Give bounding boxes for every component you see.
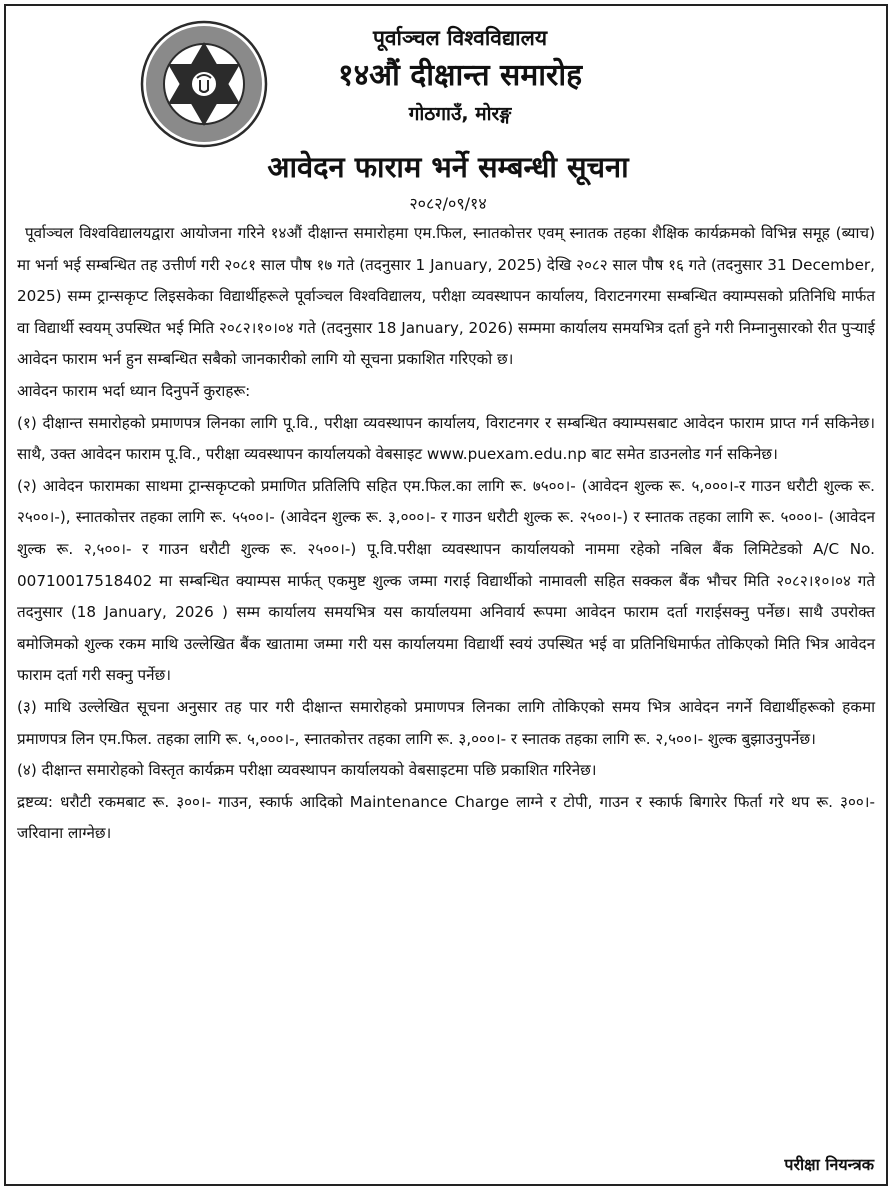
point-2: (२) आवेदन फारामका साथमा ट्रान्सकृप्टको प्रमाणित प्रतिलिपि सहित एम.फिल.का लागि रू. ७५००।- (आवेदन शुल्क रू. ५,०००।-र गाउन धरौटी शुल्क रू. २५००।-), स्नातकोत्तर तहका लागि रू. ५५००।- (आवेदन शुल्क रू. ३,०००।- र गाउन धरौटी शुल्क रू. २५००।-) र स्नातक तहका लागि रू. ५०००।- (आवेदन शुल्क रू. २,५००।- र गाउन धरौटी शुल्क रू. २५००।-) पू.वि.परीक्षा व्यवस्थापन कार्यालयको नाममा रहेको नबिल बैंक लिमिटेडको A/C No. 00710017518402 मा सम्बन्धित क्याम्पस मार्फत् एकमुष्ट शुल्क जम्मा गराई विद्यार्थीको नामावली सहित सक्कल बैंक भौचर मिति २०८२।१०।०४ गते तदनुसार (18 January, 2026 ) सम्म कार्यालय समयभित्र यस कार्यालयमा अनिवार्य रूपमा आवेदन फाराम दर्ता गराईसक्नु पर्नेछ। साथै उपरोक्त बमोजिमको शुल्क रकम माथि उल्लेखित बैंक खातामा जम्मा गरी यस कार्यालयमा विद्यार्थी स्वयं उपस्थित भई वा प्रतिनिधिमार्फत तोकिएको मिति भित्र आवेदन फाराम दर्ता गरी सक्नु पर्नेछ।	[17, 476, 875, 685]
convocation-title: १४औं दीक्षान्त समारोह	[337, 58, 583, 93]
document-header	[260, 22, 660, 130]
point-4: (४) दीक्षान्त समारोहको विस्तृत कार्यक्रम परीक्षा व्यवस्थापन कार्यालयको वेबसाइटमा पछि प्रकाशित गरिनेछ।	[17, 761, 597, 780]
point-1: (१) दीक्षान्त समारोहको प्रमाणपत्र लिनका लागि पू.वि., परीक्षा व्यवस्थापन कार्यालय, विराटनगर र सम्बन्धित क्याम्पसबाट आवेदन फाराम प्राप्त गर्न सकिनेछ। साथै, उक्त आवेदन फाराम पू.वि., परीक्षा व्यवस्थापन कार्यालयको वेबसाइट www.puexam.edu.np बाट समेत डाउनलोड गर्न सकिनेछ।	[17, 413, 875, 464]
venue: गोठगाउँ, मोरङ्ग	[408, 103, 512, 125]
point-3: (३) माथि उल्लेखित सूचना अनुसार तह पार गरी दीक्षान्त समारोहको प्रमाणपत्र लिनका लागि तोकिएको समय भित्र आवेदन नगर्ने विद्यार्थीहरूको हकमा प्रमाणपत्र लिन एम.फिल. तहका लागि रू. ५,०००।-, स्नातकोत्तर तहका लागि रू. ३,०००।- र स्नातक तहका लागि रू. २,५००।- शुल्क बुझाउनुपर्नेछ।	[17, 697, 875, 748]
notice-title: आवेदन फाराम भर्ने सम्बन्धी सूचना	[267, 150, 629, 184]
notice-body	[17, 218, 875, 850]
note-paragraph: द्रष्टव्य: धरौटी रकमबाट रू. ३००।- गाउन, स्कार्फ आदिको Maintenance Charge लाग्ने र टोपी, गाउन र स्कार्फ बिगारेर फिर्ता गरे थप रू. ३००।- जरिवाना लाग्नेछ।	[17, 792, 875, 843]
university-seal-logo	[140, 20, 268, 148]
intro-paragraph: पूर्वाञ्चल विश्वविद्यालयद्वारा आयोजना गरिने १४औं दीक्षान्त समारोहमा एम.फिल, स्नातकोत्तर एवम् स्नातक तहका शैक्षिक कार्यक्रमको विभिन्न समूह (ब्याच) मा भर्ना भई सम्बन्धित तह उत्तीर्ण गरी २०८१ साल पौष १७ गते (तदनुसार 1 January, 2025) देखि २०८२ साल पौष १६ गते (तदनुसार 31 December, 2025) सम्म ट्रान्सकृप्ट लिइसकेका विद्यार्थीहरूले पूर्वाञ्चल विश्वविद्यालय, परीक्षा व्यवस्थापन कार्यालय, विराटनगरमा सम्बन्धित क्याम्पसको प्रतिनिधि मार्फत वा विद्यार्थी स्वयम् उपस्थित भई मिति २०८२।१०।०४ गते (तदनुसार 18 January, 2026) सम्ममा कार्यालय समयभित्र दर्ता हुने गरी निम्नानुसारको रीत पुऱ्याई आवेदन फाराम भर्न हुन सम्बन्धित सबैको जानकारीको लागि यो सूचना प्रकाशित गरिएको छ।	[17, 224, 876, 369]
university-name: पूर्वाञ्चल विश्वविद्यालय	[372, 26, 548, 50]
points-heading: आवेदन फाराम भर्दा ध्यान दिनुपर्ने कुराहरू:	[17, 381, 251, 400]
signature-title: परीक्षा नियन्त्रक	[784, 1155, 874, 1174]
notice-date: २०८२/०९/१४	[409, 194, 487, 213]
